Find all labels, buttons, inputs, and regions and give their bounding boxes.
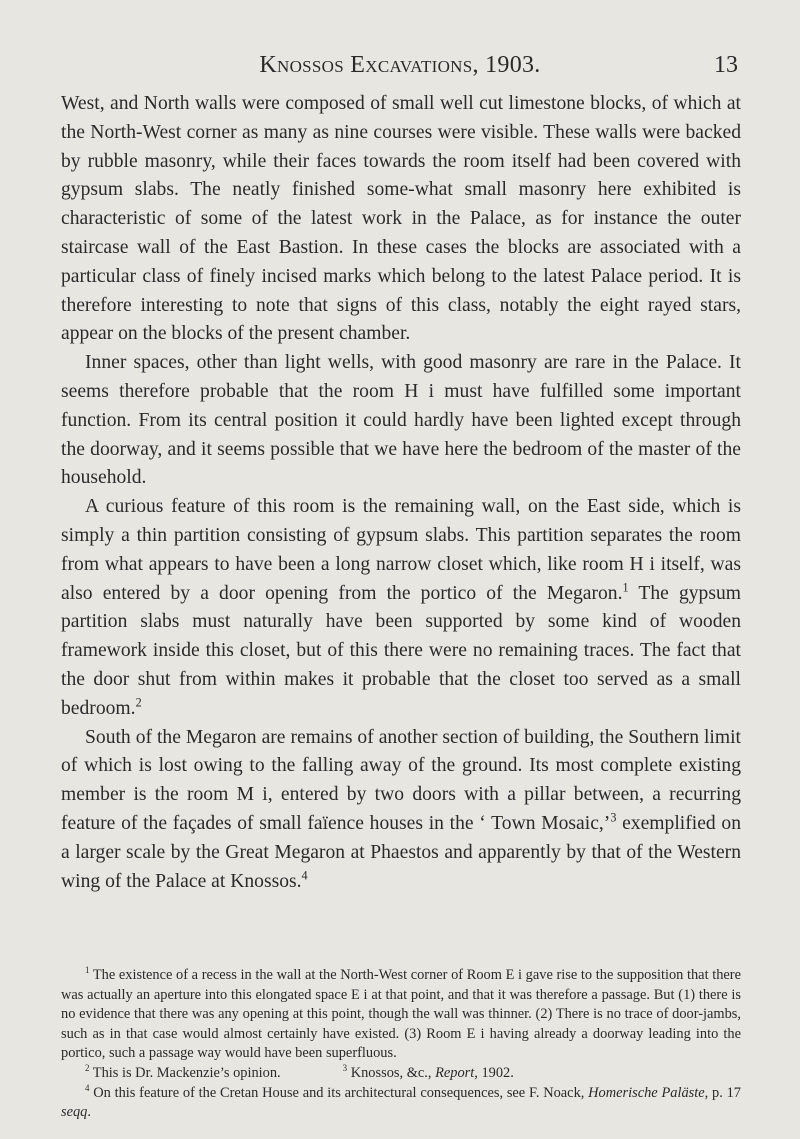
footnote-4 bbox=[61, 1084, 741, 1123]
footnote-1 bbox=[61, 966, 741, 1064]
footnote-4-italic: Homerische Paläste bbox=[588, 1084, 705, 1101]
footnote-3-italic: Report bbox=[435, 1064, 475, 1081]
paragraph-3-text-a: A curious feature of this room is the remaining wall, on the East side, which is simply a thin partition consisting of gypsum slabs. This partition separates the room from what appears to have been a long narrow closet which, like room H i itself, was also entered by a door opening from the portico of the Megaron. bbox=[61, 496, 741, 604]
footnote-2-text: This is Dr. Mackenzie’s opinion. bbox=[92, 1064, 281, 1081]
footnote-3-text-a: Knossos, &c., bbox=[350, 1064, 436, 1081]
body-text bbox=[61, 90, 741, 896]
footnote-4-text-a: On this feature of the Cretan House and its architectural consequences, see F. Noack, bbox=[93, 1084, 589, 1101]
page-header bbox=[0, 52, 800, 82]
paragraph-2: Inner spaces, other than light wells, with good masonry are rare in the Palace. It seems therefore probable that the room H i must have fulfilled some important function. From its central position it could hardly have been lighted except through the doorway, and it seems possible that we have here the bedroom of the master of the household. bbox=[61, 352, 741, 489]
paragraph-1: West, and North walls were composed of small well cut limestone blocks, of which at the North-West corner as many as nine courses were visible. These walls were backed by rubble masonry, while their faces towards the room itself had been covered with gypsum slabs. The neatly finished some-what small masonry here exhibited is characteristic of some of the latest work in the Palace, as for instance the outer staircase wall of the East Bastion. In these cases the blocks are associated with a particular class of finely incised marks which belong to the latest Palace period. It is therefore interesting to note that signs of this class, notably the eight rayed stars, appear on the blocks of the present chamber. bbox=[61, 93, 741, 345]
footnote-marker-1: 1 bbox=[85, 965, 90, 976]
footnote-4-text-b: , p. 17 bbox=[704, 1084, 741, 1101]
footnote-marker-4: 4 bbox=[85, 1082, 90, 1093]
paragraph-3 bbox=[61, 493, 741, 723]
page-number: 13 bbox=[714, 52, 738, 78]
paragraph-3-text-b: The gypsum partition slabs must naturally have been supported by some kind of wooden framework inside this closet, but of this there were no remaining traces. The fact that the door shut from within makes it probable that the closet too served as a small bedroom. bbox=[61, 582, 741, 719]
footnote-1-text: The existence of a recess in the wall at the North-West corner of Room E i gave rise to the supposition that there was actually an aperture into this elongated space E i at that point, and that it was therefore a passage. But (1) there is no evidence that there was any opening at this point, though the wall was thinner. (2) There is no trace of door-jambs, such as in that case would almost certainly have existed. (3) Room E i having already a doorway leading into the portico, such a passage way would have been superfluous. bbox=[61, 967, 741, 1062]
footnote-marker-3: 3 bbox=[342, 1063, 348, 1074]
footnote-2-3 bbox=[61, 1064, 741, 1084]
footnote-ref-1: 1 bbox=[622, 580, 629, 595]
footnote-3-text-b: , 1902. bbox=[474, 1064, 514, 1081]
footnote-marker-2: 2 bbox=[85, 1063, 90, 1074]
paragraph-4-text-b: exemplified on a larger scale by the Great Megaron at Phaestos and apparently by that of the Western wing of the Palace at Knossos. bbox=[61, 812, 741, 892]
footnote-4-text-c: . bbox=[87, 1104, 91, 1121]
footnote-ref-3: 3 bbox=[610, 810, 617, 825]
footnotes bbox=[61, 966, 741, 1123]
running-title: Knossos Excavations, 1903. bbox=[259, 52, 541, 78]
footnote-ref-4: 4 bbox=[301, 867, 308, 882]
paragraph-4 bbox=[61, 724, 741, 897]
footnote-4-italic-2: seqq bbox=[61, 1104, 88, 1121]
paragraph-4-text-a: South of the Megaron are remains of another section of building, the Southern limit of which is lost owing to the falling away of the ground. Its most complete existing member is the room M i, entered by two doors with a pillar between, a recurring feature of the façades of small faïence houses in the ‘ Town Mosaic,’ bbox=[61, 726, 741, 834]
footnote-ref-2: 2 bbox=[135, 695, 142, 710]
